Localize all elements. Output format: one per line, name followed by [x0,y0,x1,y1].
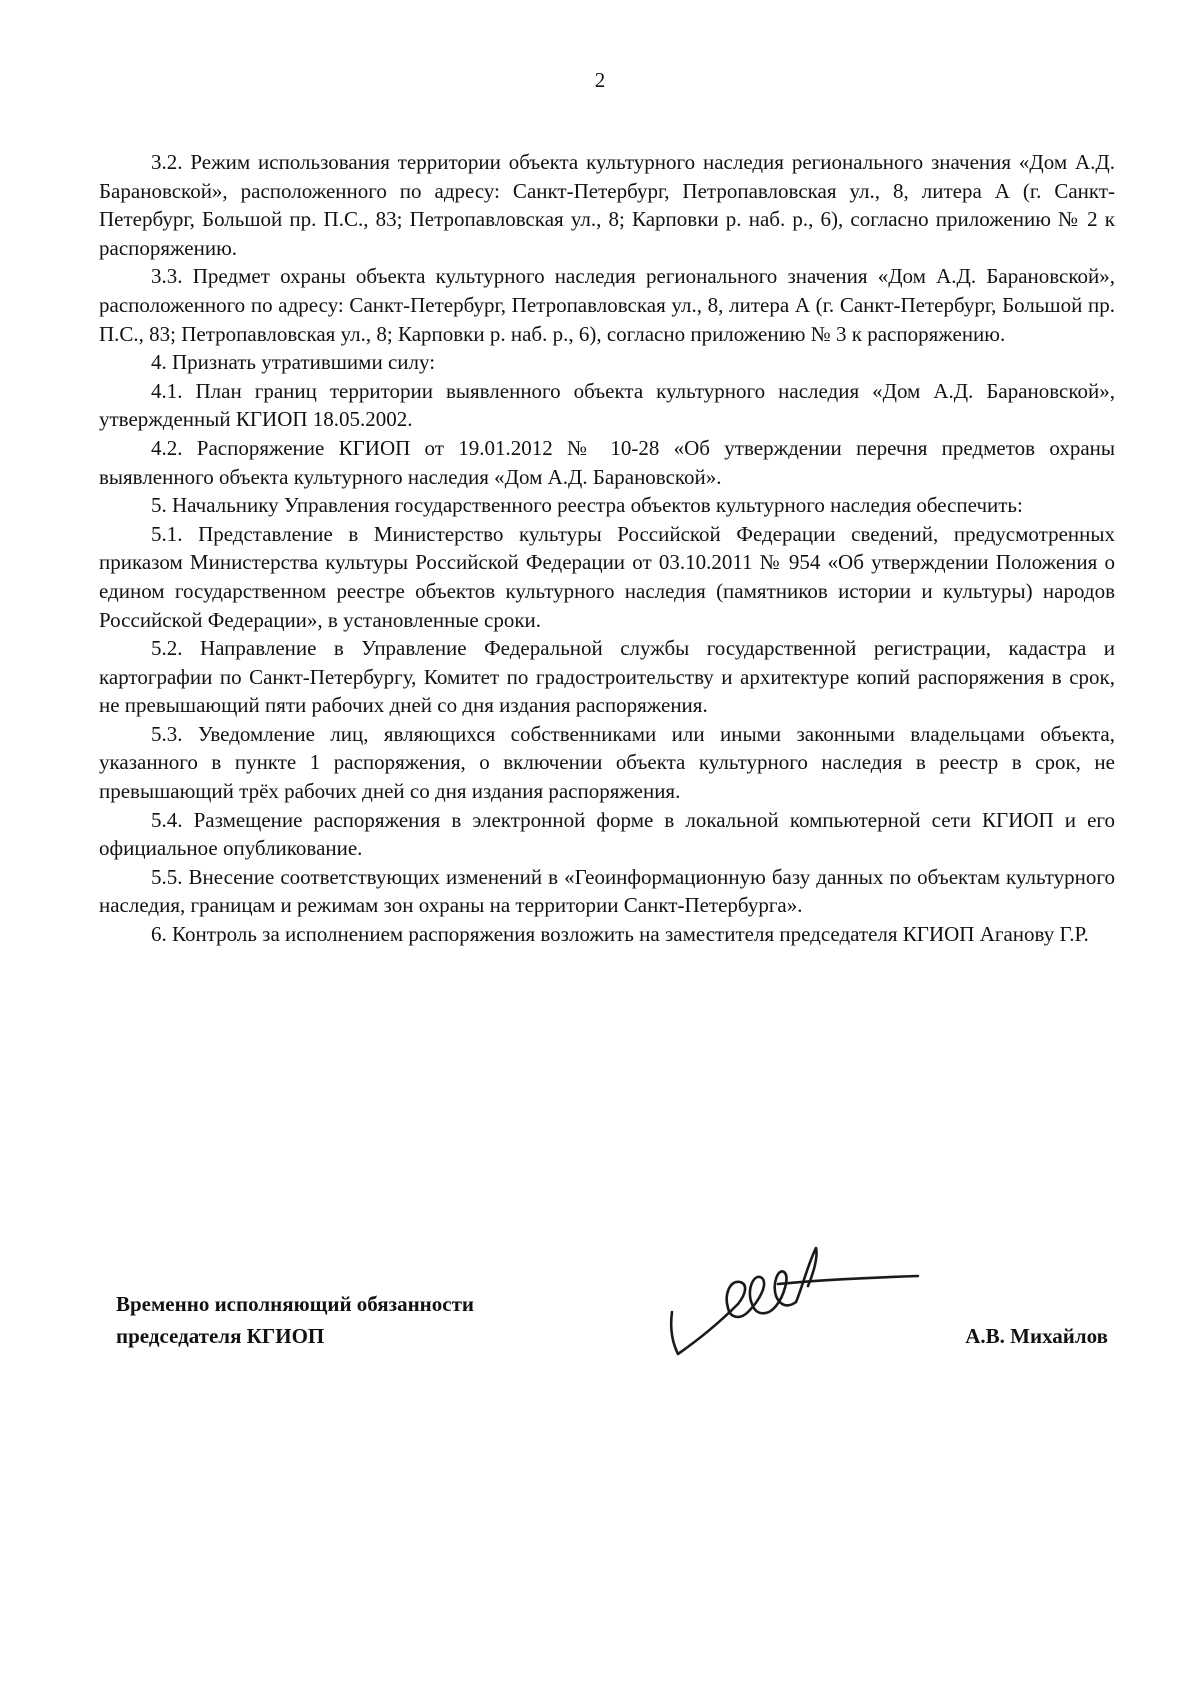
paragraph-3-3: 3.3. Предмет охраны объекта культурного наследия регионального значения «Дом А.Д. Барановской», расположенного по адресу: Санкт-Петербург, Петропавловская ул., 8, литера А (г. Санкт-Петербург, Большой пр. П.С., 83; Петропавловская ул., 8; Карповки р. наб. р., 6), согласно приложению № 3 к распоряжению. [99,264,1115,346]
paragraph-4-1: 4.1. План границ территории выявленного объекта культурного наследия «Дом А.Д. Барановской», утвержденный КГИОП 18.05.2002. [99,378,1115,432]
paragraph-5-4: 5.4. Размещение распоряжения в электронной форме в локальной компьютерной сети КГИОП и его официальное опубликование. [99,807,1115,861]
signatory-position [116,1288,474,1352]
paragraph-5-5: 5.5. Внесение соответствующих изменений в «Геоинформационную базу данных по объектам культурного наследия, границам и режимам зон охраны на территории Санкт-Петербурга». [99,864,1115,918]
paragraph-3-2: 3.2. Режим использования территории объекта культурного наследия регионального значения «Дом А.Д. Барановской», расположенного по адресу: Санкт-Петербург, Петропавловская ул., 8, литера А (г. Санкт-Петербург, Большой пр. П.С., 83; Петропавловская ул., 8; Карповки р. наб. р., 6), согласно приложению № 2 к распоряжению. [99,150,1115,260]
paragraph-5-3: 5.3. Уведомление лиц, являющихся собственниками или иными законными владельцами объекта, указанного в пункте 1 распоряжения, о включении объекта культурного наследия в реестр в срок, не превышающий трёх рабочих дней со дня издания распоряжения. [99,721,1115,804]
signatory-name: А.В. Михайлов [965,1324,1108,1348]
paragraph-6: 6. Контроль за исполнением распоряжения возложить на заместителя председателя КГИОП Аганову Г.Р. [151,922,1089,947]
paragraph-5: 5. Начальнику Управления государственного реестра объектов культурного наследия обеспечить: [151,493,1023,518]
signatory-position-line-1: Временно исполняющий обязанности [116,1292,475,1316]
paragraph-4: 4. Признать утратившими силу: [151,350,436,375]
paragraph-5-1: 5.1. Представление в Министерство культуры Российской Федерации сведений, предусмотренных приказом Министерства культуры Российской Федерации от 03.10.2011 № 954 «Об утверждении Положения о едином государственном реестре объектов культурного наследия (памятников истории и культуры) народов Российской Федерации», в установленные сроки. [99,521,1115,632]
page-number: 2 [594,68,606,92]
handwritten-signature [668,1232,928,1372]
paragraph-5-2: 5.2. Направление в Управление Федеральной службы государственной регистрации, кадастра и картографии по Санкт-Петербургу, Комитет по градостроительству и архитектуре копий распоряжения в срок, не превышающий пяти рабочих дней со дня издания распоряжения. [99,636,1115,718]
document-body [99,148,1115,949]
paragraph-4-2: 4.2. Распоряжение КГИОП от 19.01.2012 № 10-28 «Об утверждении перечня предметов охраны выявленного объекта культурного наследия «Дом А.Д. Барановской». [99,435,1115,489]
signatory-position-line-2: председателя КГИОП [116,1324,325,1348]
